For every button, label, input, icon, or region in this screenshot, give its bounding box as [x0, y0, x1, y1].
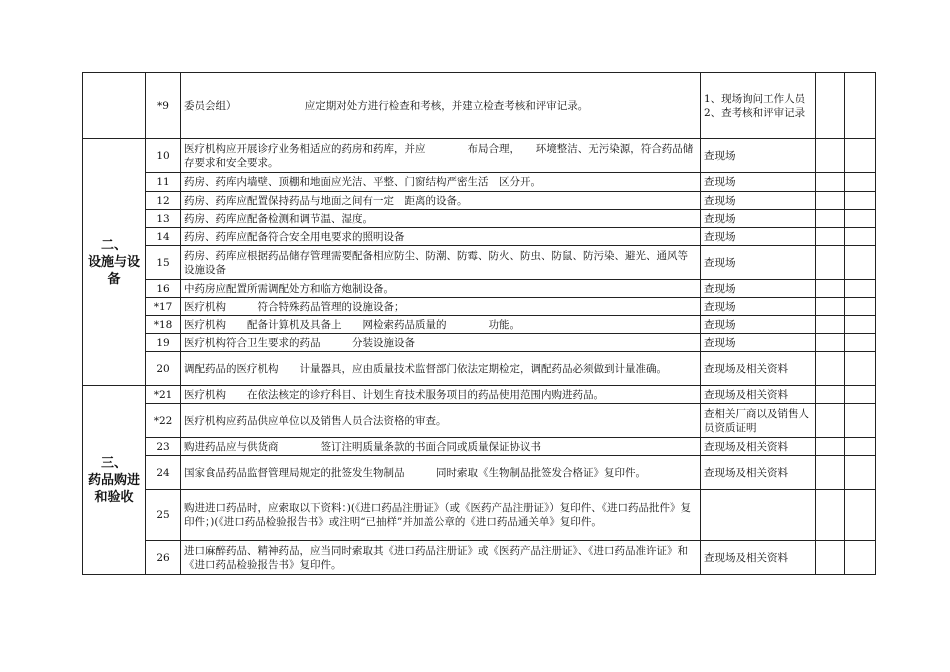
section-label-cell [83, 386, 146, 575]
item-check-method: 查现场 [701, 246, 816, 280]
remark-cell [845, 173, 876, 192]
table-row [83, 541, 876, 575]
remark-cell [845, 404, 876, 438]
remark-cell [845, 334, 876, 352]
item-check-method: 查现场 [701, 210, 816, 228]
section-label-cell [83, 73, 146, 139]
table-row [83, 334, 876, 352]
item-number: 20 [146, 352, 181, 386]
item-number: 11 [146, 173, 181, 192]
remark-cell [845, 352, 876, 386]
remark-cell [845, 210, 876, 228]
score-cell [816, 228, 845, 246]
remark-cell [845, 192, 876, 210]
item-requirement: 药房、药库应配置保持药品与地面之间有一定 距离的设备。 [181, 192, 701, 210]
item-check-method: 查现场及相关资料 [701, 352, 816, 386]
item-number: 25 [146, 490, 181, 541]
remark-cell [845, 386, 876, 404]
score-cell [816, 404, 845, 438]
score-cell [816, 73, 845, 139]
item-requirement: 医疗机构 在依法核定的诊疗科目、计划生育技术服务项目的药品使用范围内购进药品。 [181, 386, 701, 404]
table-row [83, 298, 876, 316]
item-check-method: 查相关厂商以及销售人员资质证明 [701, 404, 816, 438]
item-check-method: 查现场 [701, 334, 816, 352]
item-number: 13 [146, 210, 181, 228]
table-row [83, 316, 876, 334]
item-requirement: 调配药品的医疗机构 计量器具，应由质量技术监督部门依法定期检定，调配药品必须做到计量准确。 [181, 352, 701, 386]
item-number: 24 [146, 456, 181, 490]
item-number: 23 [146, 438, 181, 456]
table-row [83, 192, 876, 210]
table-row [83, 456, 876, 490]
table-row [83, 280, 876, 298]
table-row [83, 438, 876, 456]
score-cell [816, 139, 845, 173]
score-cell [816, 210, 845, 228]
score-cell [816, 334, 845, 352]
item-number: 12 [146, 192, 181, 210]
item-requirement: 医疗机构应开展诊疗业务相适应的药房和药库，并应 布局合理， 环境整洁、无污染源，符合药品储存要求和安全要求。 [181, 139, 701, 173]
item-requirement: 药房、药库内墙壁、顶棚和地面应光洁、平整、门窗结构严密生活 区分开。 [181, 173, 701, 192]
remark-cell [845, 73, 876, 139]
item-requirement: 中药房应配置所需调配处方和临方炮制设备。 [181, 280, 701, 298]
item-number: 16 [146, 280, 181, 298]
remark-cell [845, 490, 876, 541]
item-requirement: 国家食品药品监督管理局规定的批签发生物制品 同时索取《生物制品批签发合格证》复印件。 [181, 456, 701, 490]
section-label: 二、 设施与设备 [87, 237, 140, 287]
item-requirement: 药房、药库应配备检测和调节温、湿度。 [181, 210, 701, 228]
item-requirement: 购进药品应与供货商 签订注明质量条款的书面合同或质量保证协议书 [181, 438, 701, 456]
item-check-method: 查现场及相关资料 [701, 386, 816, 404]
item-requirement: 委员会组） 应定期对处方进行检查和考核，并建立检查考核和评审记录。 [181, 73, 701, 139]
score-cell [816, 192, 845, 210]
score-cell [816, 280, 845, 298]
item-number: *18 [146, 316, 181, 334]
inspection-table-sheet [82, 72, 876, 575]
item-requirement: 医疗机构 符合特殊药品管理的设施设备； [181, 298, 701, 316]
remark-cell [845, 541, 876, 575]
table-row [83, 173, 876, 192]
item-number: 10 [146, 139, 181, 173]
score-cell [816, 352, 845, 386]
item-requirement: 医疗机构 配备计算机及具备上 网检索药品质量的 功能。 [181, 316, 701, 334]
score-cell [816, 316, 845, 334]
table-row [83, 490, 876, 541]
item-number: *22 [146, 404, 181, 438]
item-number: *21 [146, 386, 181, 404]
score-cell [816, 490, 845, 541]
score-cell [816, 298, 845, 316]
table-row [83, 139, 876, 173]
remark-cell [845, 246, 876, 280]
remark-cell [845, 316, 876, 334]
table-row [83, 386, 876, 404]
table-row [83, 246, 876, 280]
item-check-method: 查现场 [701, 228, 816, 246]
score-cell [816, 173, 845, 192]
item-requirement: 购进进口药品时，应索取以下资料：)(《进口药品注册证》（或《医药产品注册证》）复印件、《进口药品批件》复印件；)(《进口药品检验报告书》或注明“已抽样”并加盖公章的《进口药品通关单》复印件。 [181, 490, 701, 541]
item-number: 15 [146, 246, 181, 280]
item-requirement: 医疗机构符合卫生要求的药品 分装设施设备 [181, 334, 701, 352]
item-check-method: 1、现场询问工作人员 2、查考核和评审记录 [701, 73, 816, 139]
table-row [83, 404, 876, 438]
remark-cell [845, 228, 876, 246]
item-number: *9 [146, 73, 181, 139]
item-check-method [701, 490, 816, 541]
item-number: 19 [146, 334, 181, 352]
remark-cell [845, 280, 876, 298]
item-check-method: 查现场及相关资料 [701, 456, 816, 490]
remark-cell [845, 456, 876, 490]
item-check-method: 查现场 [701, 280, 816, 298]
section-label: 三、 药品购进和验收 [87, 455, 140, 505]
item-requirement: 进口麻醉药品、精神药品，应当同时索取其《进口药品注册证》或《医药产品注册证》、《进口药品准许证》和《进口药品检验报告书》复印件。 [181, 541, 701, 575]
table-row [83, 73, 876, 139]
score-cell [816, 456, 845, 490]
item-check-method: 查现场及相关资料 [701, 541, 816, 575]
item-check-method: 查现场 [701, 298, 816, 316]
score-cell [816, 438, 845, 456]
item-requirement: 医疗机构应药品供应单位以及销售人员合法资格的审查。 [181, 404, 701, 438]
remark-cell [845, 139, 876, 173]
table-body [83, 73, 876, 575]
score-cell [816, 386, 845, 404]
remark-cell [845, 298, 876, 316]
item-check-method: 查现场 [701, 139, 816, 173]
score-cell [816, 541, 845, 575]
item-requirement: 药房、药库应根据药品储存管理需要配备相应防尘、防潮、防霉、防火、防虫、防鼠、防污染、避光、通风等设施设备 [181, 246, 701, 280]
item-check-method: 查现场 [701, 316, 816, 334]
remark-cell [845, 438, 876, 456]
item-check-method: 查现场 [701, 173, 816, 192]
section-label-cell [83, 139, 146, 386]
score-cell [816, 246, 845, 280]
table-row [83, 210, 876, 228]
table-row [83, 228, 876, 246]
item-check-method: 查现场 [701, 192, 816, 210]
item-number: 26 [146, 541, 181, 575]
inspection-table [82, 72, 876, 575]
table-row [83, 352, 876, 386]
item-requirement: 药房、药库应配备符合安全用电要求的照明设备 [181, 228, 701, 246]
item-number: *17 [146, 298, 181, 316]
item-number: 14 [146, 228, 181, 246]
item-check-method: 查现场及相关资料 [701, 438, 816, 456]
